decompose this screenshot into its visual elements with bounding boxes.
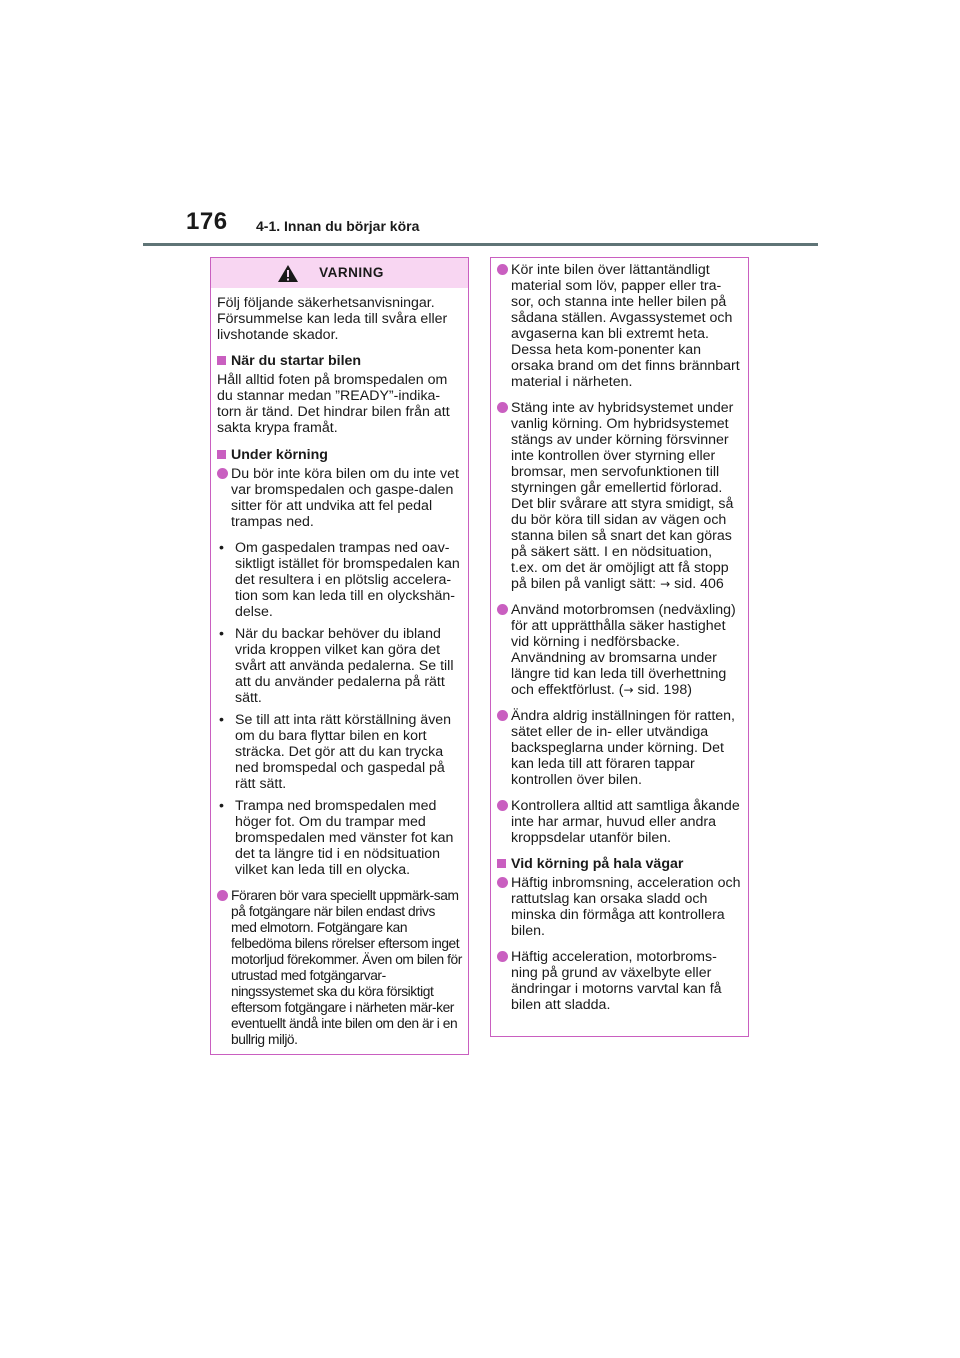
section-title: 4-1. Innan du börjar köra xyxy=(256,218,420,234)
subheading-slippery xyxy=(497,856,742,872)
circle-bullet-icon xyxy=(217,890,228,901)
dot-bullet-icon: • xyxy=(219,540,224,556)
list-item-text: Kör inte bilen över lättantändligt material som löv, papper eller tra-sor, och stanna inte heller bilen på sådana ställen. Avgassystemet och avgaserna kan bli extremt heta. Dessa heta kom-ponenter kan orsaka brand om det finns brännbart material i närheten. xyxy=(511,262,740,390)
arrow-right-icon: → xyxy=(660,577,671,591)
subheading-slippery-text: Vid körning på hala vägar xyxy=(511,856,684,872)
sub-list-item xyxy=(217,798,462,878)
sub-list-item-text: När du backar behöver du ibland vrida kroppen vilket kan göra det svårt att använda pedalerna. Se till att du använder pedalerna på rätt sätt. xyxy=(235,626,454,706)
list-item-text: Föraren bör vara speciellt uppmärk-sam på fotgängare när bilen endast drivs med elmotorn. Fotgängare kan felbedöma bilens rörelser eftersom inget motorljud förekommer. Även om bilen för utrustad med fotgängarvar-ningssystemet ska du köra försiktigt eftersom fotgängare i närheten mär-ker eventuellt ändå inte bilen om den är i en bullrig miljö. xyxy=(231,888,462,1047)
list-item xyxy=(497,798,742,846)
warning-label: VARNING xyxy=(319,265,384,280)
dot-bullet-icon: • xyxy=(219,712,224,728)
circle-bullet-icon xyxy=(497,264,508,275)
subheading-driving-text: Under körning xyxy=(231,447,328,463)
subheading-starting-text: När du startar bilen xyxy=(231,353,362,369)
sub-list-item-text: Om gaspedalen trampas ned oav-siktligt istället för bromspedalen kan det resultera i en plötslig accelera-tion som kan leda till en olyckshän-delse. xyxy=(235,540,460,620)
list-item-text: Ändra aldrig inställningen för ratten, sätet eller de in- eller utvändiga backspeglarna under körning. Det kan leda till att föraren tappar kontrollen över bilen. xyxy=(511,708,735,788)
subheading-starting xyxy=(217,353,462,369)
square-bullet-icon xyxy=(497,859,506,868)
warning-triangle-icon xyxy=(277,264,299,283)
warning-intro: Följ följande säkerhetsanvisningar. Försummelse kan leda till svåra eller livshotande skador. xyxy=(217,295,448,343)
circle-bullet-icon xyxy=(217,468,228,479)
list-item-text: Häftig acceleration, motorbroms-ning på grund av växelbyte eller ändringar i motorns varvtal kan få bilen att sladda. xyxy=(511,949,722,1013)
page-reference: sid. 406 xyxy=(670,576,724,592)
header-rule xyxy=(143,243,818,246)
list-item-text: Kontrollera alltid att samtliga åkande inte har armar, huvud eller andra kroppsdelar utanför bilen. xyxy=(511,798,740,846)
square-bullet-icon xyxy=(217,356,226,365)
warning-box-left xyxy=(210,257,469,1055)
sub-list-item-text: Se till att inta rätt körställning även om du bara flyttar bilen en kort sträcka. Det gör att du kan trycka ned bromspedal och gaspedal på rätt sätt. xyxy=(235,712,452,792)
circle-bullet-icon xyxy=(497,800,508,811)
warning-header xyxy=(211,258,468,288)
list-item xyxy=(497,708,742,788)
list-item xyxy=(497,262,742,390)
list-item xyxy=(497,602,742,698)
arrow-right-icon: → xyxy=(623,683,634,697)
sub-list-item xyxy=(217,712,462,792)
page-reference: sid. 198) xyxy=(633,682,692,698)
list-item-text: Häftig inbromsning, acceleration och rattutslag kan orsaka sladd och minska din förmåga att kontrollera bilen. xyxy=(511,875,741,939)
dot-bullet-icon: • xyxy=(219,798,224,814)
list-item-text: Stäng inte av hybridsystemet under vanlig körning. Om hybridsystemet stängs av under körning försvinner inte kontrollen över styrning eller bromsar, men servofunktionen till styrningen går emellertid förlorad. Det blir svårare att styra smidigt, så du bör köra till sidan av vägen och stanna bilen så snart det kan göras på säkert sätt. I en nödsituation, t.ex. om det är omöjligt att få stopp på bilen på vanligt sätt: xyxy=(511,400,734,592)
list-item xyxy=(217,888,462,1048)
sub-list-item-text: Trampa ned bromspedalen med höger fot. Om du trampar med bromspedalen med vänster fot kan det ta längre tid i en nödsituation vilket kan leda till en olycka. xyxy=(235,798,454,878)
list-item-text: Använd motorbromsen (nedväxling) för att upprätthålla säker hastighet vid körning i nedförsbacke. Användning av bromsarna under längre tid kan leda till överhettning och effektförlust. ( xyxy=(511,602,736,698)
sub-list-item xyxy=(217,540,462,620)
list-item xyxy=(497,949,742,1013)
list-item xyxy=(497,400,742,592)
circle-bullet-icon xyxy=(497,877,508,888)
list-item-text: Du bör inte köra bilen om du inte vet var bromspedalen och gaspe-dalen sitter för att undvika att fel pedal trampas ned. xyxy=(231,466,459,530)
sub-list-item xyxy=(217,626,462,706)
circle-bullet-icon xyxy=(497,710,508,721)
list-item xyxy=(497,875,742,939)
square-bullet-icon xyxy=(217,450,226,459)
circle-bullet-icon xyxy=(497,951,508,962)
starting-text: Håll alltid foten på bromspedalen om du stannar medan ”READY”-indika-torn är tänd. Det hindrar bilen från att sakta krypa framåt. xyxy=(217,372,450,436)
dot-bullet-icon: • xyxy=(219,626,224,642)
list-item xyxy=(217,466,462,530)
circle-bullet-icon xyxy=(497,604,508,615)
page-number: 176 xyxy=(186,208,228,235)
circle-bullet-icon xyxy=(497,402,508,413)
subheading-driving xyxy=(217,447,462,463)
warning-box-right xyxy=(490,257,749,1037)
